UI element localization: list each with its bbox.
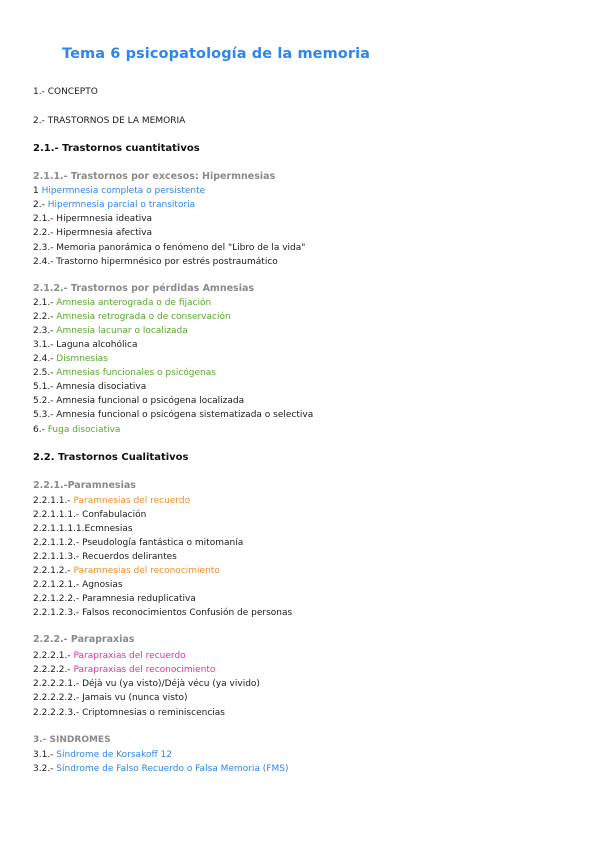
heading-sindromes: 3.- SINDROMES — [33, 735, 111, 745]
list-item: 2.2.- Hipermnesia afectiva — [33, 228, 152, 238]
list-item: 2.3.- Amnesia lacunar o localizada — [33, 326, 188, 336]
list-item: 5.1.- Amnesia disociativa — [33, 382, 147, 392]
heading-parapraxias: 2.2.2.- Parapraxias — [33, 634, 135, 645]
list-item: 2.2.1.2.- Paramnesias del reconocimiento — [33, 566, 220, 576]
list-item: 2.1.- Hipermnesia ideativa — [33, 214, 153, 224]
section-concepto: 1.- CONCEPTO — [33, 87, 98, 97]
list-item: 2.2.1.1.- Paramnesias del recuerdo — [33, 496, 191, 506]
list-item: 2.2.2.2.- Parapraxias del reconocimiento — [33, 665, 216, 675]
list-item: 2.2.- Amnesia retrograda o de conservación — [33, 312, 231, 322]
list-item: 2.2.1.2.1.- Agnosias — [33, 580, 123, 590]
list-item: 2.2.2.1.- Parapraxias del recuerdo — [33, 651, 186, 661]
list-item: 3.2.- Síndrome de Falso Recuerdo o Falsa Memoria (FMS) — [33, 764, 289, 774]
list-item: 2.2.1.1.1.- Confabulación — [33, 510, 147, 520]
list-item: 2.2.1.1.3.- Recuerdos delirantes — [33, 552, 177, 562]
document-title: Tema 6 psicopatología de la memoria — [62, 46, 371, 62]
list-item: 2.3.- Memoria panorámica o fenómeno del "Libro de la vida" — [33, 243, 306, 253]
list-item: 3.1.- Síndrome de Korsakoff 12 — [33, 750, 172, 760]
list-item: 2.2.1.2.3.- Falsos reconocimientos Confusión de personas — [33, 608, 293, 618]
section-trastornos: 2.- TRASTORNOS DE LA MEMORIA — [33, 116, 186, 126]
list-item: 2.2.1.1.2.- Pseudología fantástica o mitomanía — [33, 538, 244, 548]
list-item: 2.4.- Trastorno hipermnésico por estrés postraumático — [33, 257, 278, 267]
list-item: 1 Hipermnesia completa o persistente — [33, 186, 206, 196]
list-item: 2.2.2.2.1.- Déjà vu (ya visto)/Déjà vécu (ya vivido) — [33, 679, 260, 689]
list-item: 2.1.- Amnesia anterograda o de fijación — [33, 298, 212, 308]
list-item: 5.2.- Amnesia funcional o psicógena localizada — [33, 396, 245, 406]
heading-cuantitativos: 2.1.- Trastornos cuantitativos — [33, 143, 200, 154]
list-item: 2.- Hipermnesia parcial o transitoria — [33, 200, 196, 210]
heading-hipermnesias: 2.1.1.- Trastornos por excesos: Hipermnesias — [33, 171, 276, 182]
list-item: 2.2.1.1.1.1.Ecmnesias — [33, 524, 133, 534]
list-item: 2.2.1.2.2.- Paramnesia reduplicativa — [33, 594, 196, 604]
heading-cualitativos: 2.2. Trastornos Cualitativos — [33, 452, 189, 463]
list-item: 3.1.- Laguna alcohólica — [33, 340, 138, 350]
list-item: 2.2.2.2.3.- Criptomnesias o reminiscencias — [33, 708, 225, 718]
list-item: 2.2.2.2.2.- Jamais vu (nunca visto) — [33, 693, 188, 703]
heading-amnesias: 2.1.2.- Trastornos por pérdidas Amnesias — [33, 283, 255, 294]
list-item: 2.5.- Amnesias funcionales o psicógenas — [33, 368, 216, 378]
list-item: 5.3.- Amnesia funcional o psicógena sistematizada o selectiva — [33, 410, 314, 420]
list-item: 2.4.- Dismnesias — [33, 354, 108, 364]
heading-paramnesias: 2.2.1.-Paramnesias — [33, 480, 136, 491]
list-item: 6.- Fuga disociativa — [33, 425, 121, 435]
